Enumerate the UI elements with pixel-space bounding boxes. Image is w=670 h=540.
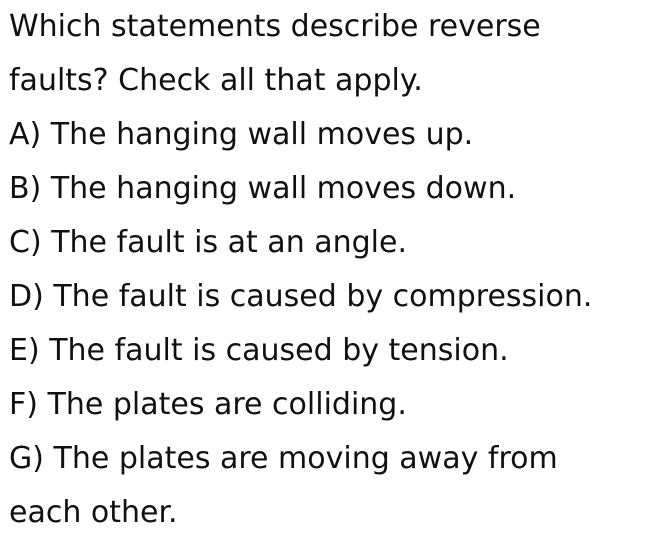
option-b-text: The hanging wall moves down. [50, 171, 517, 206]
question-document [9, 0, 664, 540]
option-c-letter: C) [9, 225, 42, 260]
option-d-text: The fault is caused by compression. [53, 279, 593, 314]
option-f-letter: F) [9, 387, 38, 422]
option-b-letter: B) [9, 171, 42, 206]
question-text-line-2: faults? Check all that apply. [9, 63, 423, 98]
option-g-text: The plates are moving away from [53, 441, 558, 476]
option-d-letter: D) [9, 279, 44, 314]
option-c-text: The fault is at an angle. [51, 225, 408, 260]
option-a-text: The hanging wall moves up. [50, 117, 474, 152]
option-a [9, 108, 664, 162]
option-g-continued: each other. [9, 495, 178, 530]
option-d [9, 270, 664, 324]
option-f [9, 378, 664, 432]
option-g-letter: G) [9, 441, 44, 476]
option-e-text: The fault is caused by tension. [49, 333, 509, 368]
option-e-letter: E) [9, 333, 40, 368]
option-c [9, 216, 664, 270]
option-a-letter: A) [9, 117, 42, 152]
question-text-line-1: Which statements describe reverse [9, 9, 541, 44]
option-b [9, 162, 664, 216]
option-e [9, 324, 664, 378]
option-f-text: The plates are colliding. [47, 387, 407, 422]
option-g [9, 432, 664, 486]
